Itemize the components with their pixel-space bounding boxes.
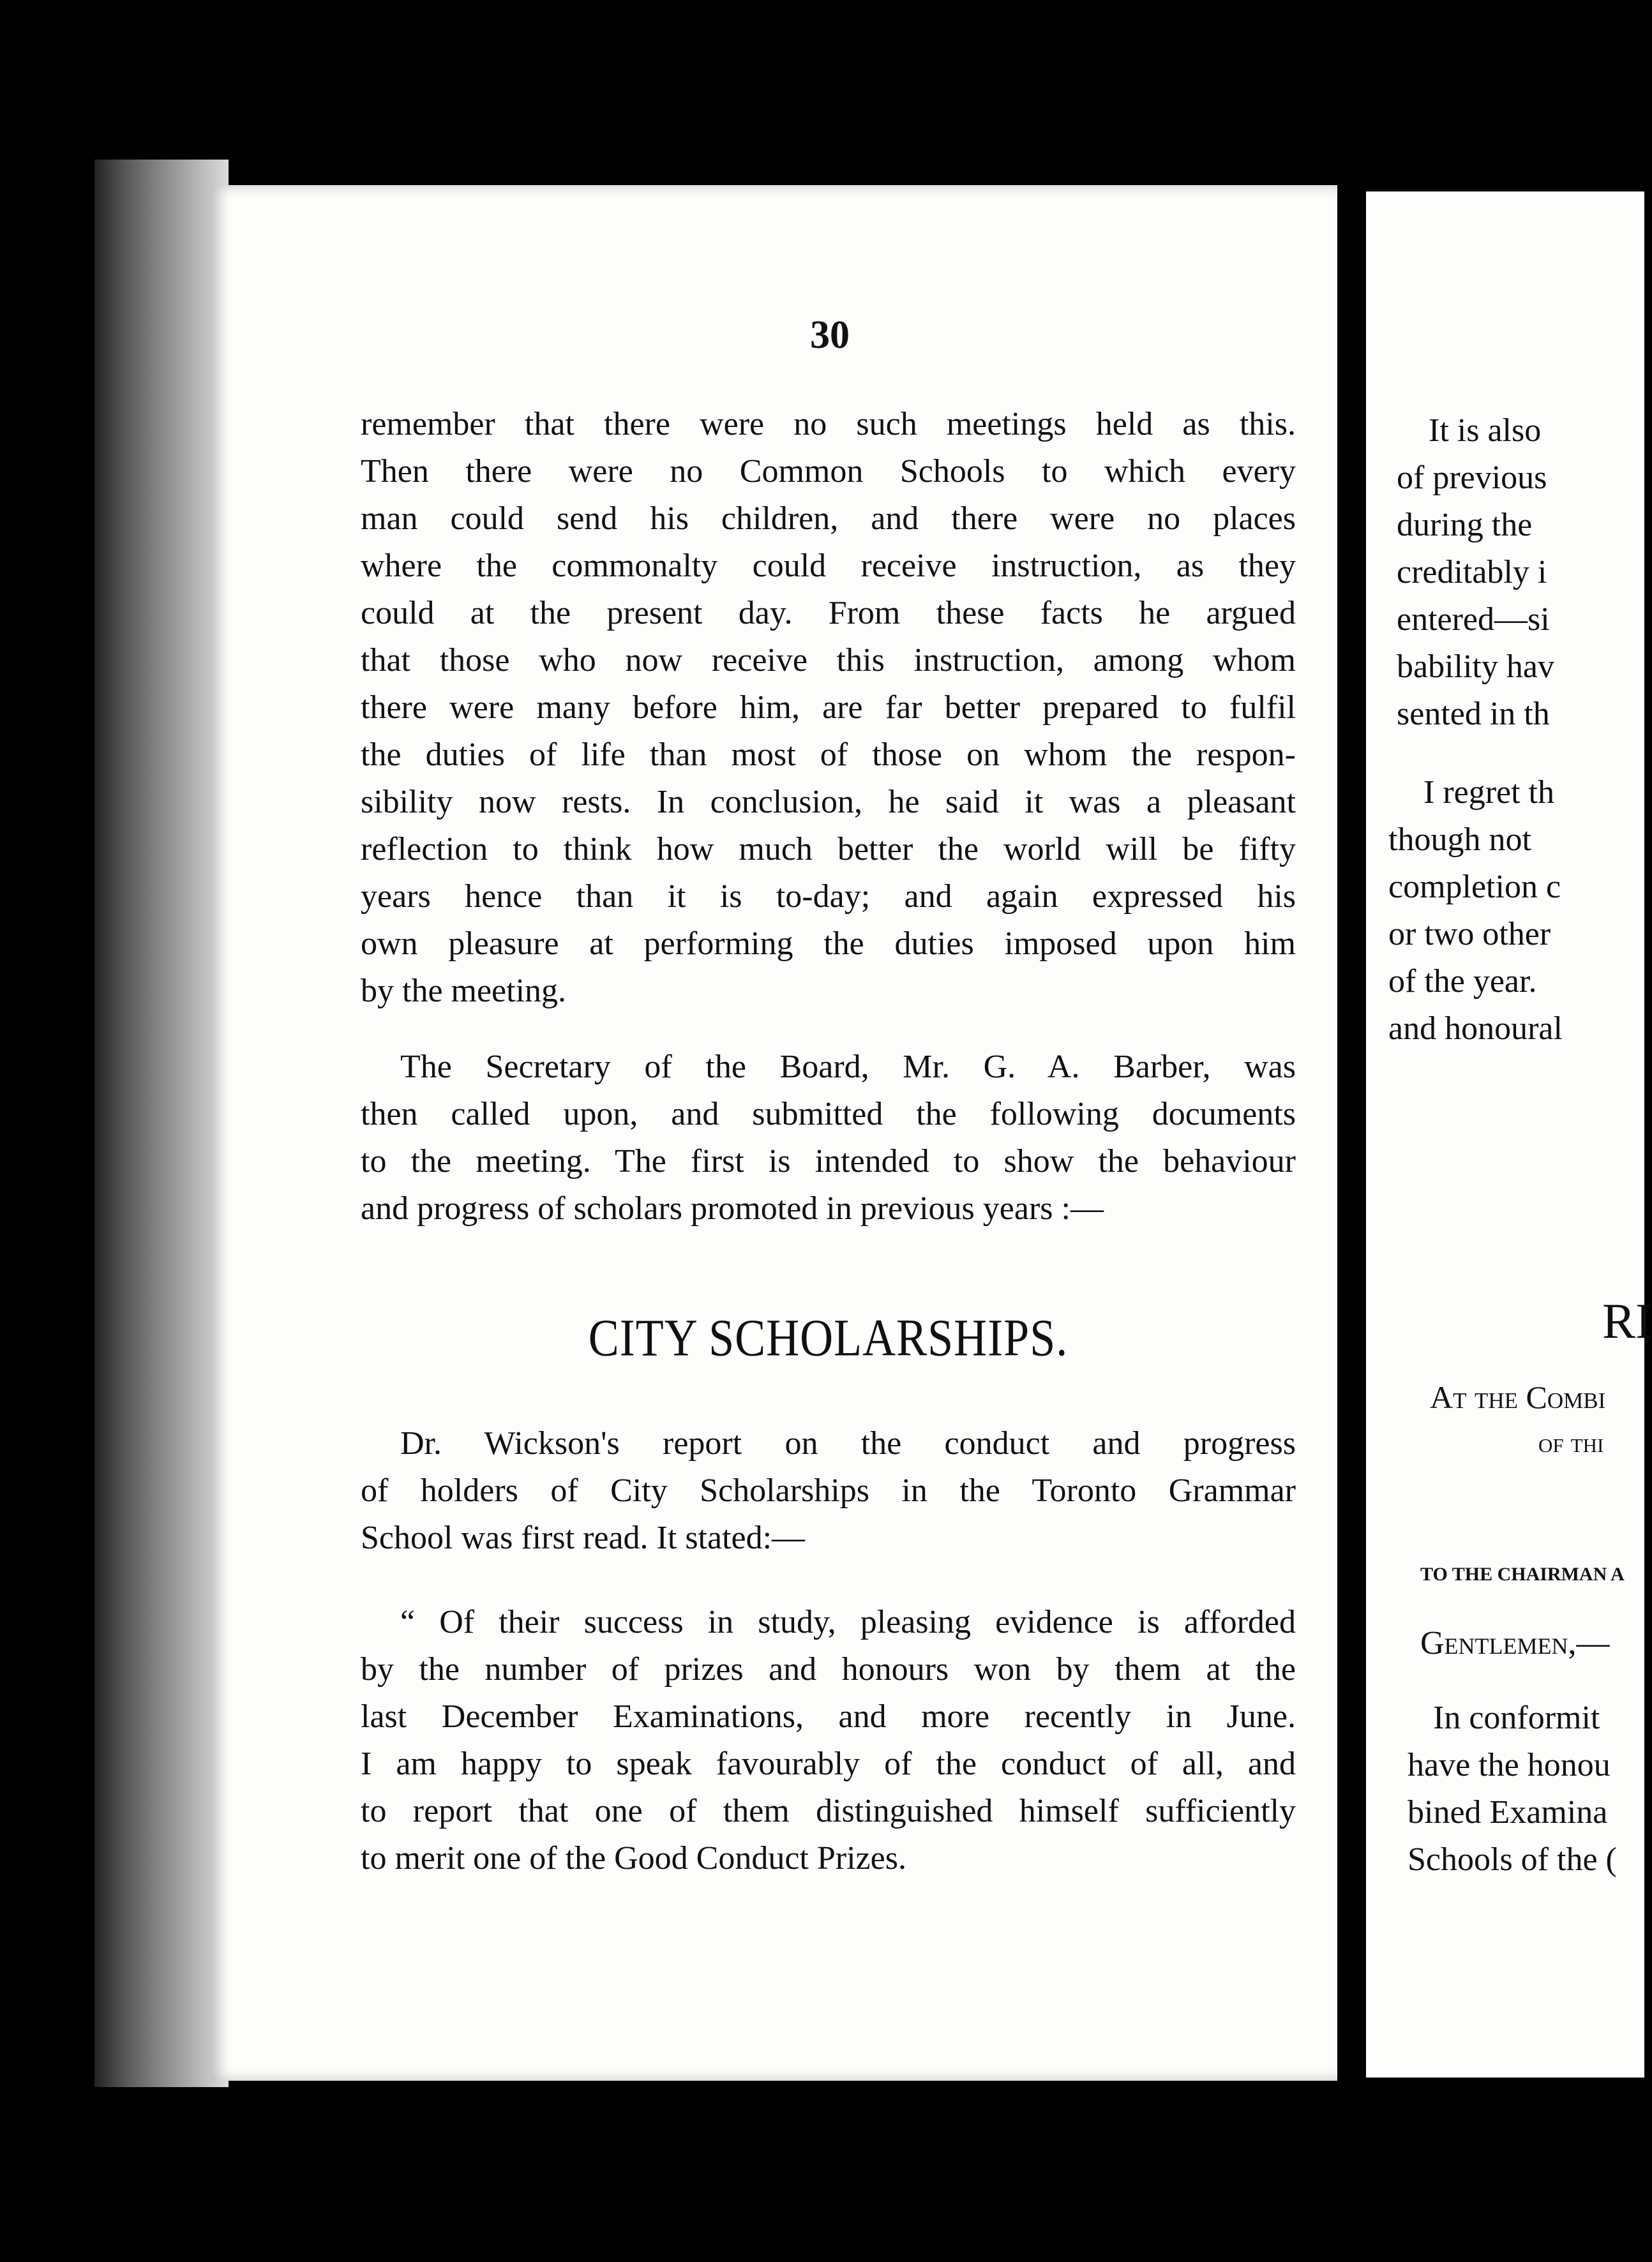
text-line: have the honou [1408, 1747, 1611, 1783]
text-line: years hence than it is to-day; and again expressed his [361, 878, 1296, 915]
right-salutation: Gentlemen,— [1420, 1625, 1610, 1661]
text-line: the duties of life than most of those on whom the respon- [361, 737, 1296, 773]
right-paragraph-3 [1408, 1695, 1617, 1884]
text-line: remember that there were no such meetings held as this. [361, 406, 1296, 442]
text-line: to merit one of the Good Conduct Prizes. [361, 1840, 906, 1876]
text-line: reflection to think how much better the world will be fifty [361, 831, 1296, 867]
right-paragraph-2 [1388, 769, 1563, 1052]
text-line: where the commonalty could receive instruction, as they [361, 548, 1296, 584]
text-line: that those who now receive this instruction, among whom [361, 642, 1296, 678]
text-line: It is also [1429, 412, 1542, 449]
text-line: by the number of prizes and honours won by them at the [361, 1651, 1296, 1688]
right-address-line: TO THE CHAIRMAN A [1420, 1564, 1625, 1585]
text-line: “ Of their success in study, pleasing evidence is afforded [400, 1604, 1296, 1640]
text-line: last December Examinations, and more recently in June. [361, 1698, 1296, 1735]
page-edge-stack [94, 160, 229, 2087]
text-line: of the year. [1388, 963, 1537, 1000]
text-line: entered—si [1397, 601, 1550, 638]
right-page [1366, 191, 1652, 2078]
right-paragraph-1 [1397, 407, 1554, 738]
text-line: and honoural [1388, 1010, 1563, 1047]
text-line: man could send his children, and there were no places [361, 500, 1296, 537]
text-line: creditably i [1397, 554, 1547, 590]
text-line: Schools of the ( [1408, 1841, 1617, 1878]
text-line: bability hav [1397, 648, 1554, 685]
text-line: own pleasure at performing the duties imposed upon him [361, 925, 1296, 962]
right-subheading-2: of thi [1538, 1427, 1604, 1458]
text-line: of holders of City Scholarships in the Toronto Grammar [361, 1472, 1296, 1509]
text-line: during the [1397, 507, 1533, 543]
paragraph-3 [361, 1420, 1296, 1562]
text-line: sented in th [1397, 696, 1550, 732]
text-line: could at the present day. From these facts he argued [361, 595, 1296, 631]
text-line: In conformit [1433, 1700, 1600, 1736]
paragraph-2 [361, 1044, 1296, 1232]
text-line: or two other [1388, 916, 1551, 952]
text-line: completion c [1388, 869, 1561, 905]
right-heading: RI [1602, 1293, 1652, 1349]
text-line: I am happy to speak favourably of the conduct of all, and [361, 1746, 1296, 1782]
text-line: by the meeting. [361, 973, 567, 1009]
text-line: then called upon, and submitted the following documents [361, 1096, 1296, 1132]
text-line: The Secretary of the Board, Mr. G. A. Barber, was [400, 1049, 1296, 1085]
section-heading: CITY SCHOLARSHIPS. [588, 1308, 1069, 1367]
text-line: School was first read. It stated:— [361, 1520, 806, 1556]
text-line: and progress of scholars promoted in previous years :— [361, 1190, 1104, 1227]
text-line: of previous [1397, 460, 1547, 496]
text-line: Dr. Wickson's report on the conduct and progress [400, 1425, 1296, 1462]
text-line: to report that one of them distinguished himself sufficiently [361, 1793, 1296, 1829]
book-gutter [1337, 179, 1366, 2093]
text-line: sibility now rests. In conclusion, he said it was a pleasant [361, 784, 1296, 820]
text-line: I regret th [1423, 774, 1555, 811]
text-line: there were many before him, are far better prepared to fulfil [361, 689, 1296, 726]
text-line: to the meeting. The first is intended to show the behaviour [361, 1143, 1296, 1180]
page-number: 30 [810, 313, 850, 357]
text-line: Then there were no Common Schools to which every [361, 453, 1296, 490]
text-line: though not [1388, 821, 1531, 858]
paragraph-4 [361, 1599, 1296, 1882]
paragraph-1 [361, 401, 1296, 1015]
right-subheading-1: At the Combi [1430, 1379, 1606, 1415]
text-line: bined Examina [1408, 1794, 1608, 1831]
